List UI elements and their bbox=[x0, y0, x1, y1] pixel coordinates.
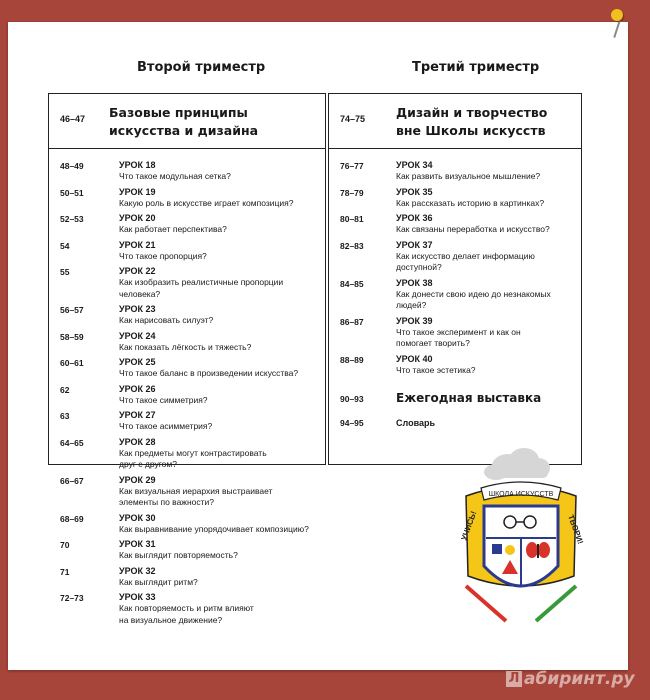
watermark-text: абиринт.ру bbox=[524, 669, 635, 689]
cloud-icon bbox=[484, 448, 550, 480]
square-icon bbox=[492, 544, 502, 554]
left-lesson-pages: 71 bbox=[60, 566, 70, 577]
left-lesson-label: УРОК 18 bbox=[119, 160, 156, 170]
right-lesson-label: УРОК 36 bbox=[396, 213, 433, 223]
left-lesson-question: Что такое баланс в произведении искусства? bbox=[119, 368, 299, 378]
emblem-left-word: УЧИСЬ! bbox=[459, 509, 479, 542]
right-lesson-pages: 80–81 bbox=[340, 214, 364, 224]
right-lesson-question: Как связаны переработка и искусство? bbox=[396, 224, 550, 234]
left-section-title-line: Базовые принципы bbox=[109, 105, 248, 120]
left-lesson-question: Как выравнивание упорядочивает композицию? bbox=[119, 523, 309, 534]
left-lesson-pages: 58–59 bbox=[60, 331, 84, 342]
left-lesson-question: Что такое модульная сетка? bbox=[119, 171, 231, 181]
left-lesson-label: УРОК 28 bbox=[119, 436, 156, 447]
butterfly-icon bbox=[526, 542, 550, 558]
left-section-title-line: искусства и дизайна bbox=[109, 123, 259, 138]
left-trimester-heading: Второй триместр bbox=[137, 60, 266, 75]
emblem-banner-text: ШКОЛА ИСКУССТВ bbox=[488, 491, 554, 498]
right-lesson-label: УРОК 35 bbox=[396, 186, 433, 197]
left-lesson-label: УРОК 29 bbox=[119, 474, 156, 485]
right-lesson-pages: 78–79 bbox=[340, 187, 364, 198]
left-lesson-label: УРОК 22 bbox=[119, 266, 156, 276]
left-lesson-pages: 50–51 bbox=[60, 187, 84, 198]
left-lesson-question: Как показать лёгкость и тяжесть? bbox=[119, 341, 252, 352]
left-lesson-label: УРОК 19 bbox=[119, 186, 156, 197]
pushpin-icon bbox=[611, 9, 623, 21]
right-contents-frame bbox=[328, 93, 582, 465]
watermark-glyph: Л bbox=[506, 671, 522, 687]
left-lesson-label: УРОК 20 bbox=[119, 213, 156, 223]
dictionary-pages: 94–95 bbox=[340, 418, 364, 428]
left-lesson-question: элементы по важности? bbox=[119, 497, 215, 507]
left-section-title bbox=[109, 104, 258, 140]
exhibition-title: Ежегодная выставка bbox=[396, 391, 542, 405]
left-lesson-pages: 62 bbox=[60, 384, 70, 395]
exhibition-pages: 90–93 bbox=[340, 394, 364, 404]
left-lesson-label: УРОК 30 bbox=[119, 512, 156, 523]
right-trimester-heading: Третий триместр bbox=[412, 60, 540, 75]
right-lesson-question: Как развить визуальное мышление? bbox=[396, 171, 541, 181]
right-lesson-label: УРОК 34 bbox=[396, 160, 433, 170]
right-lesson-pages: 86–87 bbox=[340, 316, 364, 327]
left-lesson-label: УРОК 25 bbox=[119, 357, 156, 367]
emblem-right-word: ТВОРИ! bbox=[566, 513, 585, 546]
right-lesson-label: УРОК 40 bbox=[396, 353, 433, 364]
left-lesson-question: Как визуальная иерархия выстраивает bbox=[119, 485, 273, 496]
right-lesson-pages: 82–83 bbox=[340, 240, 364, 251]
left-lesson-label: УРОК 33 bbox=[119, 592, 156, 602]
right-lesson-question: Как рассказать историю в картинках? bbox=[396, 197, 545, 208]
brush-icon bbox=[536, 586, 576, 621]
left-lesson-question: человека? bbox=[119, 288, 161, 299]
watermark bbox=[506, 669, 635, 691]
left-lesson-label: УРОК 24 bbox=[119, 330, 156, 341]
left-lesson-question: друг с другом? bbox=[119, 459, 177, 469]
left-frame-divider bbox=[49, 148, 325, 149]
right-lesson-label: УРОК 38 bbox=[396, 277, 433, 288]
right-lesson-question: помогает творить? bbox=[396, 338, 470, 348]
left-lesson-label: УРОК 23 bbox=[119, 304, 156, 314]
left-lesson-question: Как работает перспектива? bbox=[119, 224, 227, 234]
art-school-emblem bbox=[446, 446, 596, 646]
left-lesson-pages: 64–65 bbox=[60, 437, 84, 448]
right-frame-divider bbox=[329, 148, 581, 149]
right-lesson-label: УРОК 39 bbox=[396, 315, 433, 326]
left-lesson-pages: 52–53 bbox=[60, 214, 84, 224]
left-section-pages: 46–47 bbox=[60, 114, 86, 124]
right-lesson-label: УРОК 37 bbox=[396, 239, 433, 250]
left-lesson-pages: 70 bbox=[60, 540, 70, 550]
left-lesson-pages: 63 bbox=[60, 411, 70, 421]
right-lesson-question: Как искусство делает информацию bbox=[396, 250, 535, 261]
left-lesson-question: Как изобразить реалистичные пропорции bbox=[119, 277, 284, 287]
left-lesson-question: Как нарисовать силуэт? bbox=[119, 315, 214, 325]
left-lesson-label: УРОК 32 bbox=[119, 565, 156, 576]
left-lesson-pages: 60–61 bbox=[60, 358, 84, 368]
right-section-pages: 74–75 bbox=[340, 114, 366, 124]
circle-icon bbox=[505, 545, 515, 555]
left-lesson-label: УРОК 21 bbox=[119, 239, 156, 250]
left-lesson-question: Что такое пропорция? bbox=[119, 250, 207, 261]
left-lesson-label: УРОК 27 bbox=[119, 410, 156, 420]
right-lesson-question: доступной? bbox=[396, 262, 442, 272]
left-lesson-pages: 54 bbox=[60, 240, 70, 251]
pencil-icon bbox=[466, 586, 506, 621]
left-lesson-pages: 55 bbox=[60, 267, 70, 277]
right-lesson-pages: 88–89 bbox=[340, 354, 364, 365]
dictionary-title: Словарь bbox=[396, 418, 436, 428]
left-lesson-question: Как предметы могут контрастировать bbox=[119, 447, 267, 458]
left-lesson-pages: 68–69 bbox=[60, 513, 84, 524]
left-lesson-pages: 72–73 bbox=[60, 593, 84, 603]
left-lesson-pages: 56–57 bbox=[60, 305, 84, 315]
left-lesson-pages: 48–49 bbox=[60, 161, 84, 171]
left-lesson-pages: 66–67 bbox=[60, 475, 84, 486]
right-section-title-line: вне Школы искусств bbox=[396, 123, 546, 138]
left-lesson-question: Что такое симметрия? bbox=[119, 394, 208, 405]
left-lesson-label: УРОК 26 bbox=[119, 383, 156, 394]
right-lesson-question: людей? bbox=[396, 300, 427, 310]
left-lesson-question: на визуальное движение? bbox=[119, 614, 223, 625]
left-lesson-question: Что такое асимметрия? bbox=[119, 421, 213, 431]
left-lesson-label: УРОК 31 bbox=[119, 539, 156, 549]
right-section-title-line: Дизайн и творчество bbox=[396, 105, 548, 120]
right-lesson-question: Как донести свою идею до незнакомых bbox=[396, 288, 551, 299]
left-lesson-question: Как выглядит ритм? bbox=[119, 576, 198, 587]
right-section-title bbox=[396, 104, 547, 140]
left-lesson-question: Какую роль в искусстве играет композиция? bbox=[119, 197, 294, 208]
right-lesson-pages: 84–85 bbox=[340, 278, 364, 289]
left-lesson-question: Как повторяемость и ритм влияют bbox=[119, 603, 254, 613]
right-lesson-pages: 76–77 bbox=[340, 161, 364, 171]
right-lesson-question: Что такое эксперимент и как он bbox=[396, 326, 521, 337]
left-lesson-question: Как выглядит повторяемость? bbox=[119, 550, 238, 560]
right-lesson-question: Что такое эстетика? bbox=[396, 364, 476, 375]
